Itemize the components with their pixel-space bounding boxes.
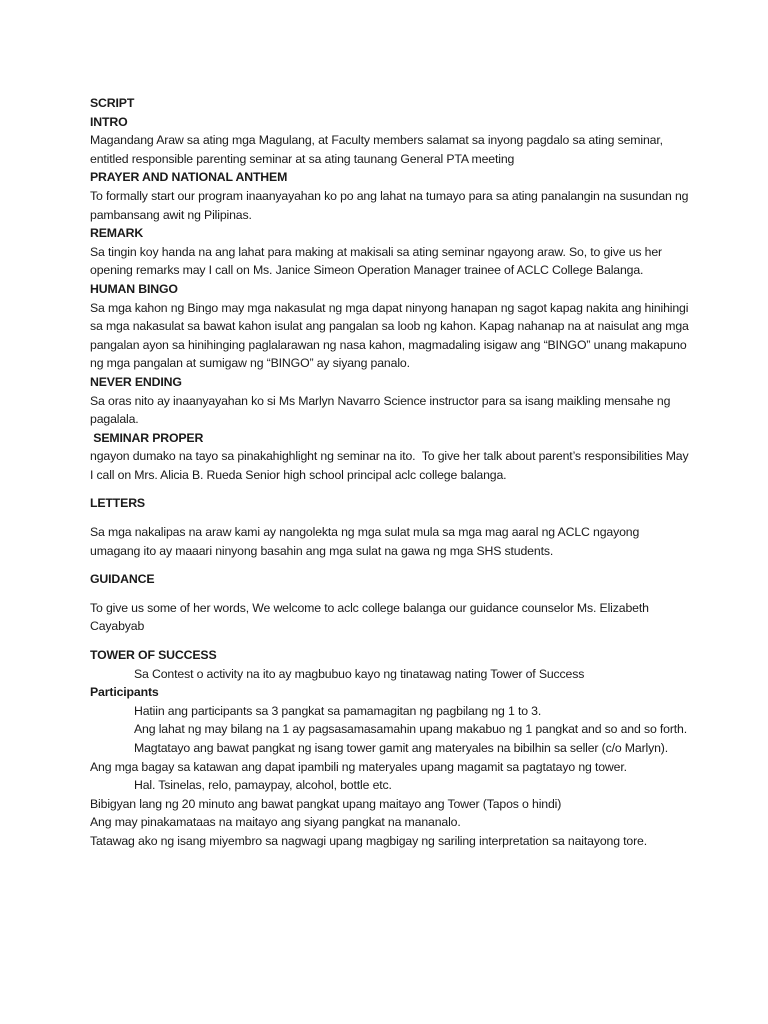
spacer [90, 636, 690, 646]
rule-1: Bibigyan lang ng 20 minuto ang bawat pangkat upang maitayo ang Tower (Tapos o hindi) [90, 796, 562, 811]
participants-step-2: Ang lahat ng may bilang na 1 ay pagsasamasamahin upang makabuo ng 1 pangkat and so and so forth. [134, 722, 688, 737]
script-title: SCRIPT [90, 96, 135, 110]
bingo-text: Sa mga kahon ng Bingo may mga nakasulat ng mga dapat ninyong hanapan ng sagot kapag nakita ang hinihingi sa mga nakasulat sa bawat kahon isulat ang pangalan sa loob ng kahon. Kapag nahanap na at naisulat ang mga pangalan ayon sa hinihinging paglalarawan ng nasa kahon, magmadaling isigaw ang “BINGO” unang makapuno ng mga pangalan at sumigaw ng “BINGO” ay siyang panalo. [90, 300, 692, 371]
prayer-heading: PRAYER AND NATIONAL ANTHEM [90, 170, 288, 185]
seminar-proper-text: ngayon dumako na tayo sa pinakahighlight ng seminar na ito. To give her talk about parent’s responsibilities May I call on Mrs. Alicia B. Rueda Senior high school principal aclc college balanga. [90, 449, 692, 482]
intro-text: Magandang Araw sa ating mga Magulang, at Faculty members salamat sa inyong pagdalo sa ating seminar, entitled responsible parenting seminar at sa ating taunang General PTA meeting [90, 133, 667, 166]
prayer-text: To formally start our program inaanyayahan ko po ang lahat na tumayo para sa ating panalangin na susundan ng pambansang awit ng Pilipinas. [90, 188, 692, 222]
spacer [90, 560, 690, 570]
guidance-text: To give us some of her words, We welcome to aclc college balanga our guidance counselor Ms. Elizabeth Cayabyab [90, 600, 653, 634]
spacer [90, 589, 690, 599]
remark-heading: REMARK [90, 226, 144, 241]
letters-text: Sa mga nakalipas na araw kami ay nangolekta ng mga sulat mula sa mga mag aaral ng ACLC ngayong umagang ito ay maaari ninyong basahin ang mga sulat na gawa ng mga SHS students. [90, 525, 643, 558]
rule-2: Ang may pinakamataas na maitayo ang siyang pangkat na mananalo. [90, 815, 461, 830]
spacer [90, 484, 690, 494]
participants-step-3: Magtatayo ang bawat pangkat ng isang tower gamit ang materyales na bibilhin sa seller (c/o Marlyn). Ang mga bagay sa katawan ang dapat ipambili ng materyales upang magamit sa pagtatayo ng tower. [90, 741, 671, 774]
rule-3: Tatawag ako ng isang miyembro sa nagwagi upang magbigay ng sariling interpretation sa naitayong tore. [90, 833, 648, 848]
participants-step-1: Hatiin ang participants sa 3 pangkat sa pamamagitan ng pagbilang ng 1 to 3. [134, 703, 542, 718]
never-ending-text: Sa oras nito ay inaanyayahan ko si Ms Marlyn Navarro Science instructor para sa isang maikling mensahe ng pagalala. [90, 393, 674, 427]
participants-step-4: Hal. Tsinelas, relo, pamaypay, alcohol, bottle etc. [134, 778, 392, 793]
tower-text: Sa Contest o activity na ito ay magbubuo kayo ng tinatawag nating Tower of Success [134, 666, 585, 681]
remark-text: Sa tingin koy handa na ang lahat para making at makisali sa ating seminar ngayong araw. So, to give us her opening remarks may I call on Ms. Janice Simeon Operation Manager trainee of ACLC College Balanga. [90, 244, 666, 278]
seminar-proper-heading: SEMINAR PROPER [90, 430, 204, 445]
intro-heading: INTRO [90, 114, 128, 129]
bingo-heading: HUMAN BINGO [90, 281, 178, 296]
letters-heading: LETTERS [90, 496, 145, 511]
tower-heading: TOWER OF SUCCESS [90, 648, 217, 663]
participants-heading: Participants [90, 685, 159, 700]
spacer [90, 513, 690, 523]
guidance-heading: GUIDANCE [90, 572, 155, 587]
never-ending-heading: NEVER ENDING [90, 374, 182, 389]
document-page [90, 94, 690, 851]
